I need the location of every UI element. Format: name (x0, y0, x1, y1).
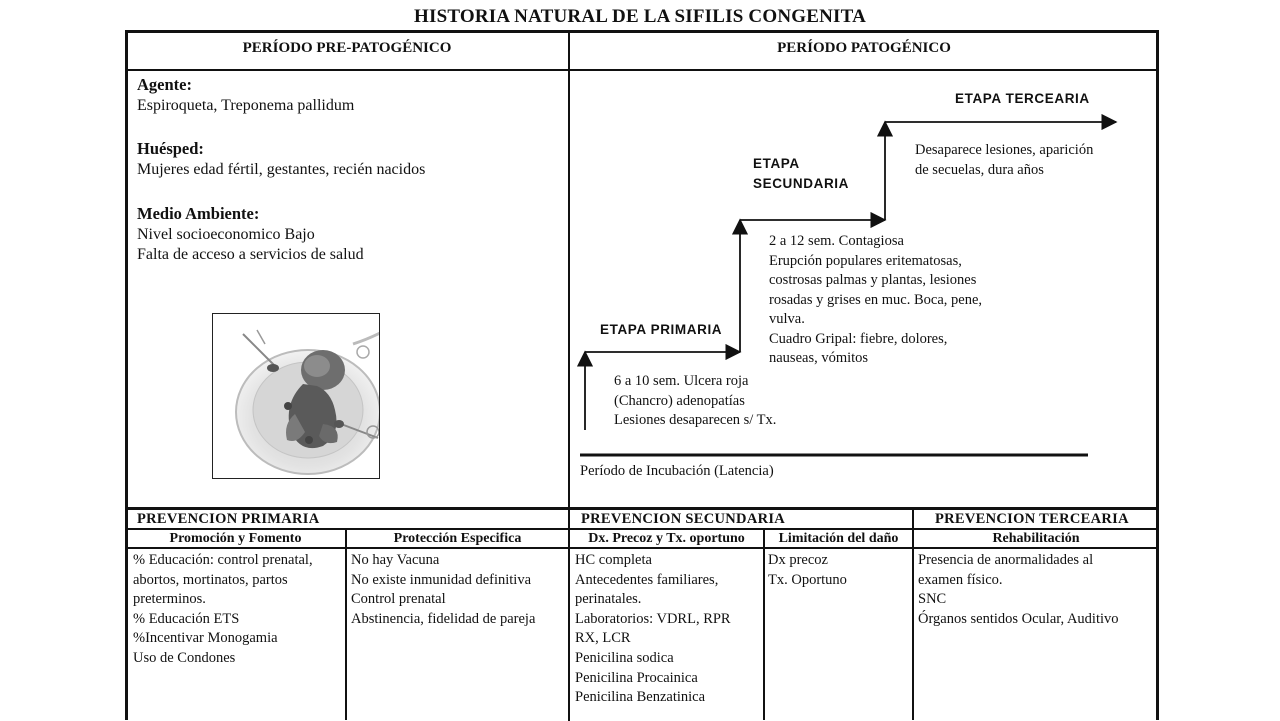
list-item: SNC (918, 591, 947, 608)
terciaria-line: de secuelas, dura años (915, 161, 1044, 178)
secundaria-line: 2 a 12 sem. Contagiosa (769, 233, 904, 249)
list-item: Abstinencia, fidelidad de pareja (351, 610, 536, 627)
prevencion-terciaria-header: PREVENCION TERCEARIA (935, 511, 1129, 527)
prevencion-secundaria-header: PREVENCION SECUNDARIA (581, 511, 786, 527)
list-item: HC completa (575, 552, 652, 568)
medio-line2: Falta de acceso a servicios de salud (137, 246, 364, 263)
list-item: Penicilina sodica (575, 649, 674, 666)
list-item: preterminos. (133, 591, 206, 608)
list-item: Control prenatal (351, 591, 446, 608)
secundaria-description (769, 232, 982, 369)
prevencion-primaria-header: PREVENCION PRIMARIA (137, 511, 320, 527)
primaria-line: 6 a 10 sem. Ulcera roja (614, 373, 749, 389)
terciaria-description (915, 141, 1093, 180)
col-divider-1 (345, 529, 347, 720)
list-item: No existe inmunidad definitiva (351, 571, 532, 588)
stage-terciaria-label: ETAPA TERCEARIA (955, 91, 1090, 106)
medio-label: Medio Ambiente: (137, 204, 260, 223)
col-head-rehabilitacion: Rehabilitación (992, 531, 1080, 546)
huesped-label: Huésped: (137, 139, 204, 158)
agente-section (137, 75, 354, 116)
agente-label: Agente: (137, 75, 192, 94)
list-item: No hay Vacuna (351, 552, 440, 568)
header-pre-patogenico: PERÍODO PRE-PATOGÉNICO (242, 40, 452, 56)
col-head-proteccion: Protección Especifica (393, 531, 522, 546)
col-rehabilitacion-list (918, 551, 1119, 629)
stage-secundaria-label-1: ETAPA (753, 156, 800, 171)
col-limitacion-list (768, 551, 847, 590)
column-head-divider (126, 547, 1158, 549)
list-item: Presencia de anormalidades al (918, 552, 1094, 568)
list-item: Órganos sentidos Ocular, Auditivo (918, 610, 1119, 627)
list-item: Tx. Oportuno (768, 571, 847, 588)
col-divider-3 (763, 529, 765, 720)
list-item: Penicilina Procainica (575, 669, 698, 686)
list-item: % Educación ETS (133, 610, 240, 627)
list-item: Dx precoz (768, 552, 828, 568)
huesped-section (137, 139, 425, 180)
list-item: Antecedentes familiares, (575, 571, 719, 588)
primaria-line: (Chancro) adenopatías (614, 392, 745, 409)
prevention-subdivider (126, 528, 1158, 530)
list-item: perinatales. (575, 591, 642, 608)
secundaria-line: Erupción populares eritematosas, (769, 252, 962, 269)
list-item: Laboratorios: VDRL, RPR (575, 610, 731, 627)
list-item: Penicilina Benzatinica (575, 689, 706, 706)
huesped-text: Mujeres edad fértil, gestantes, recién nacidos (137, 161, 426, 178)
primaria-line: Lesiones desaparecen s/ Tx. (614, 412, 777, 428)
col-proteccion-list (351, 551, 535, 629)
list-item: % Educación: control prenatal, (133, 552, 313, 568)
col-promocion-list (133, 551, 313, 669)
incubacion-label: Período de Incubación (Latencia) (580, 463, 774, 479)
list-item: Uso de Condones (133, 649, 236, 666)
medio-line1: Nivel socioeconomico Bajo (137, 226, 315, 243)
fetus-illustration (212, 313, 380, 479)
list-item: %Incentivar Monogamia (133, 630, 278, 647)
secundaria-line: rosadas y grises en muc. Boca, pene, (769, 291, 983, 308)
list-item: examen físico. (918, 571, 1003, 588)
diagram-title: HISTORIA NATURAL DE LA SIFILIS CONGENITA (414, 6, 866, 27)
medio-section (137, 204, 364, 265)
list-item: abortos, mortinatos, partos (133, 571, 288, 588)
secundaria-line: vulva. (769, 311, 805, 327)
list-item: RX, LCR (575, 630, 631, 647)
col-head-dx-precoz: Dx. Precoz y Tx. oportuno (588, 531, 745, 546)
stage-secundaria-label-2: SECUNDARIA (753, 176, 850, 191)
primaria-description (614, 372, 776, 431)
prevention-divider (126, 507, 1158, 510)
col-head-limitacion: Limitación del daño (778, 531, 899, 546)
secundaria-line: costrosas palmas y plantas, lesiones (769, 272, 977, 288)
terciaria-line: Desaparece lesiones, aparición (915, 142, 1094, 158)
secundaria-line: Cuadro Gripal: fiebre, dolores, (769, 330, 948, 347)
agente-text: Espiroqueta, Treponema pallidum (137, 97, 355, 114)
col-dx-precoz-list (575, 551, 731, 708)
col-head-promocion: Promoción y Fomento (169, 531, 302, 546)
stage-primaria-label: ETAPA PRIMARIA (600, 322, 723, 337)
secundaria-line: nauseas, vómitos (769, 350, 869, 366)
header-patogenico: PERÍODO PATOGÉNICO (777, 40, 951, 56)
